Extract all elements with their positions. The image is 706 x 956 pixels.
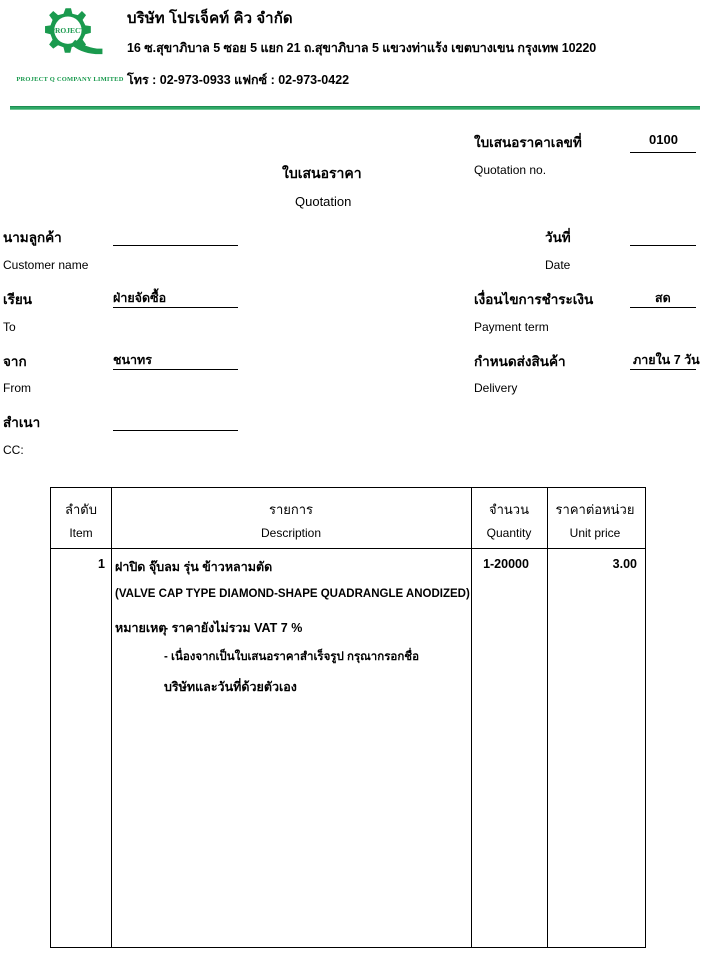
row-note-line-3: บริษัทและวันที่ด้วยตัวเอง — [164, 680, 297, 694]
company-address: 16 ซ.สุขาภิบาล 5 ซอย 5 แยก 21 ถ.สุขาภิบาล 5 แขวงท่าแร้ง เขตบางเขน กรุงเทพ 10220 — [127, 41, 597, 55]
quotation-no-label-en: Quotation no. — [474, 163, 547, 177]
column-header-description-th: รายการ — [268, 502, 314, 517]
column-header-unitprice-en: Unit price — [569, 526, 621, 540]
from-value[interactable]: ชนาทร — [113, 353, 153, 367]
gear-q-logo-icon — [30, 4, 112, 70]
quotation-no-label-th: ใบเสนอราคาเลขที่ — [474, 135, 582, 150]
column-header-quantity-en: Quantity — [486, 526, 532, 540]
to-value[interactable]: ฝ่ายจัดซื้อ — [113, 291, 167, 305]
delivery-label-en: Delivery — [474, 381, 518, 395]
company-phone: โทร : 02-973-0933 แฟกซ์ : 02-973-0422 — [127, 73, 350, 87]
column-header-description-en: Description — [260, 526, 322, 540]
payment-term-label-en: Payment term — [474, 320, 549, 334]
customer-name-label-th: นามลูกค้า — [3, 230, 62, 245]
to-label-en: To — [3, 320, 16, 334]
line-items-table — [50, 487, 646, 948]
column-header-unitprice-th: ราคาต่อหน่วย — [555, 502, 635, 517]
column-header-quantity-th: จำนวน — [489, 502, 529, 517]
delivery-label-th: กำหนดส่งสินค้า — [474, 354, 566, 369]
from-label-en: From — [3, 381, 31, 395]
payment-term-value[interactable]: สด — [655, 291, 671, 305]
cc-underline — [113, 430, 238, 431]
row-note-line-1: - ราคายังไม่รวม VAT 7 % — [164, 621, 303, 635]
row-description-en: (VALVE CAP TYPE DIAMOND-SHAPE QUADRANGLE ANODIZED) — [115, 588, 470, 600]
document-title-en: Quotation — [295, 194, 352, 209]
to-label-th: เรียน — [3, 292, 33, 307]
from-underline — [113, 369, 238, 370]
row-note-line-2: - เนื่องจากเป็นใบเสนอราคาสำเร็จรูป กรุณากรอกชื่อ — [164, 651, 419, 663]
row-item-number: 1 — [98, 557, 105, 571]
customer-name-label-en: Customer name — [3, 258, 89, 272]
delivery-value[interactable]: ภายใน 7 วัน — [633, 353, 700, 367]
svg-text:PROJECT: PROJECT — [50, 25, 86, 35]
payment-term-label-th: เงื่อนไขการชำระเงิน — [474, 292, 594, 307]
row-note-label: หมายเหตุ — [115, 621, 167, 635]
company-name: บริษัท โปรเจ็คท์ คิว จำกัด — [127, 10, 293, 27]
from-label-th: จาก — [3, 354, 27, 369]
company-logo — [14, 4, 126, 94]
table-header-divider — [51, 548, 645, 549]
column-header-item-en: Item — [69, 526, 93, 540]
date-underline — [630, 245, 696, 246]
row-description-th: ฝาปิด จุ๊บลม รุ่น ข้าวหลามตัด — [115, 560, 273, 574]
logo-caption: PROJECT Q COMPANY LIMITED — [16, 76, 124, 83]
date-label-th: วันที่ — [545, 230, 571, 245]
table-column-divider-1 — [111, 488, 112, 947]
row-unit-price: 3.00 — [612, 557, 637, 571]
customer-name-underline — [113, 245, 238, 246]
payment-term-underline — [630, 307, 696, 308]
column-header-item-th: ลำดับ — [65, 502, 97, 517]
date-label-en: Date — [545, 258, 571, 272]
quotation-no-underline — [630, 152, 696, 153]
document-title-th: ใบเสนอราคา — [282, 165, 362, 181]
quotation-no-value[interactable]: 0100 — [649, 132, 678, 147]
to-underline — [113, 307, 238, 308]
cc-label-en: CC: — [3, 443, 24, 457]
cc-label-th: สำเนา — [3, 415, 41, 430]
delivery-underline — [630, 369, 696, 370]
row-quantity: 1-20000 — [483, 557, 529, 571]
header-divider — [10, 106, 700, 110]
